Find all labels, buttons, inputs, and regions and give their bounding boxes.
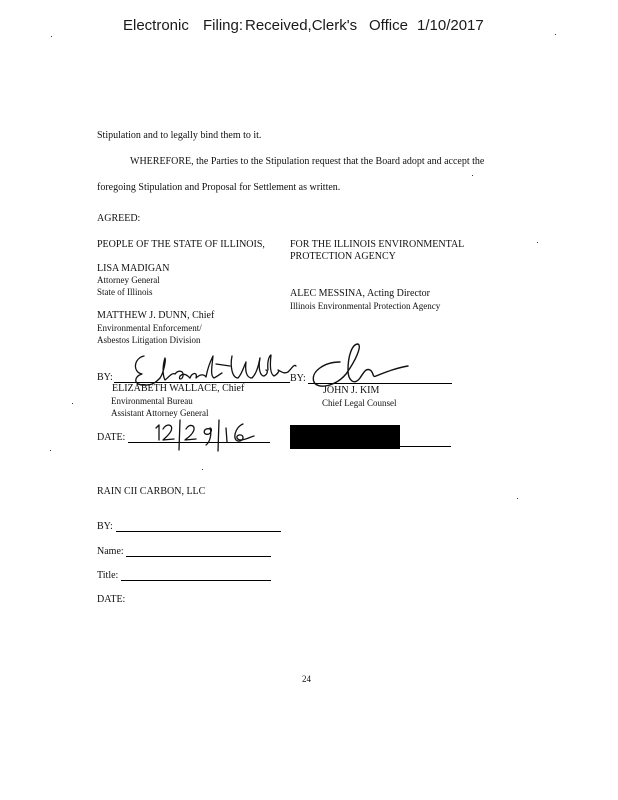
- scan-speck: [472, 175, 473, 176]
- scan-speck: [202, 469, 203, 470]
- agreed-label: AGREED:: [97, 213, 141, 224]
- rain-date-label: DATE:: [97, 594, 126, 605]
- scan-speck: [555, 34, 556, 35]
- rain-title-line: [121, 580, 271, 581]
- body-line-1: Stipulation and to legally bind them to it.: [97, 130, 262, 141]
- filing-stamp-received: Received,Clerk's: [245, 17, 358, 34]
- people-heading: PEOPLE OF THE STATE OF ILLINOIS,: [97, 239, 265, 250]
- people-signer-title: Assistant Attorney General: [111, 408, 209, 418]
- people-by-label: BY:: [97, 372, 113, 383]
- rain-by-label: BY:: [97, 521, 113, 532]
- scan-speck: [517, 498, 518, 499]
- people-signer-bureau: Environmental Bureau: [111, 396, 193, 406]
- filing-stamp-office: Office: [369, 17, 408, 34]
- epa-heading-2: PROTECTION AGENCY: [290, 251, 396, 262]
- rain-name-line: [126, 556, 271, 557]
- body-line-3: foregoing Stipulation and Proposal for Settlement as written.: [97, 182, 341, 193]
- chief-division-1: Environmental Enforcement/: [97, 323, 202, 333]
- filing-stamp-electronic: Electronic: [123, 17, 189, 34]
- filing-stamp-filing: Filing:: [203, 17, 244, 34]
- people-signer-name: ELIZABETH WALLACE, Chief: [112, 383, 245, 394]
- rain-title-label: Title:: [97, 570, 119, 581]
- redaction-box: [290, 425, 400, 449]
- epa-date-line: [400, 446, 451, 447]
- ag-name: LISA MADIGAN: [97, 263, 170, 274]
- epa-by-label: BY:: [290, 373, 306, 384]
- epa-signer-name: JOHN J. KIM: [323, 385, 380, 396]
- scan-speck: [51, 36, 52, 37]
- filing-stamp-date: 1/10/2017: [417, 17, 484, 34]
- epa-director-name: ALEC MESSINA, Acting Director: [290, 288, 430, 299]
- filing-stamp: [0, 0, 618, 40]
- chief-division-2: Asbestos Litigation Division: [97, 335, 201, 345]
- page-number: 24: [302, 674, 311, 684]
- rain-by-line: [116, 531, 281, 532]
- rain-company-name: RAIN CII CARBON, LLC: [97, 486, 206, 497]
- scan-speck: [50, 450, 51, 451]
- epa-heading-1: FOR THE ILLINOIS ENVIRONMENTAL: [290, 239, 465, 250]
- epa-director-agency: Illinois Environmental Protection Agency: [290, 301, 441, 311]
- body-line-2: WHEREFORE, the Parties to the Stipulation request that the Board adopt and accept the: [130, 156, 485, 167]
- epa-signer-title: Chief Legal Counsel: [322, 398, 397, 408]
- rain-name-label: Name:: [97, 546, 124, 557]
- scan-speck: [72, 403, 73, 404]
- wallace-signature: [128, 352, 298, 392]
- chief-name: MATTHEW J. DUNN, Chief: [97, 310, 215, 321]
- handwritten-date: [150, 418, 260, 452]
- ag-state: State of Illinois: [97, 287, 153, 297]
- ag-title: Attorney General: [97, 275, 160, 285]
- people-date-label: DATE:: [97, 432, 126, 443]
- kim-signature: [306, 342, 416, 390]
- scan-speck: [537, 242, 538, 243]
